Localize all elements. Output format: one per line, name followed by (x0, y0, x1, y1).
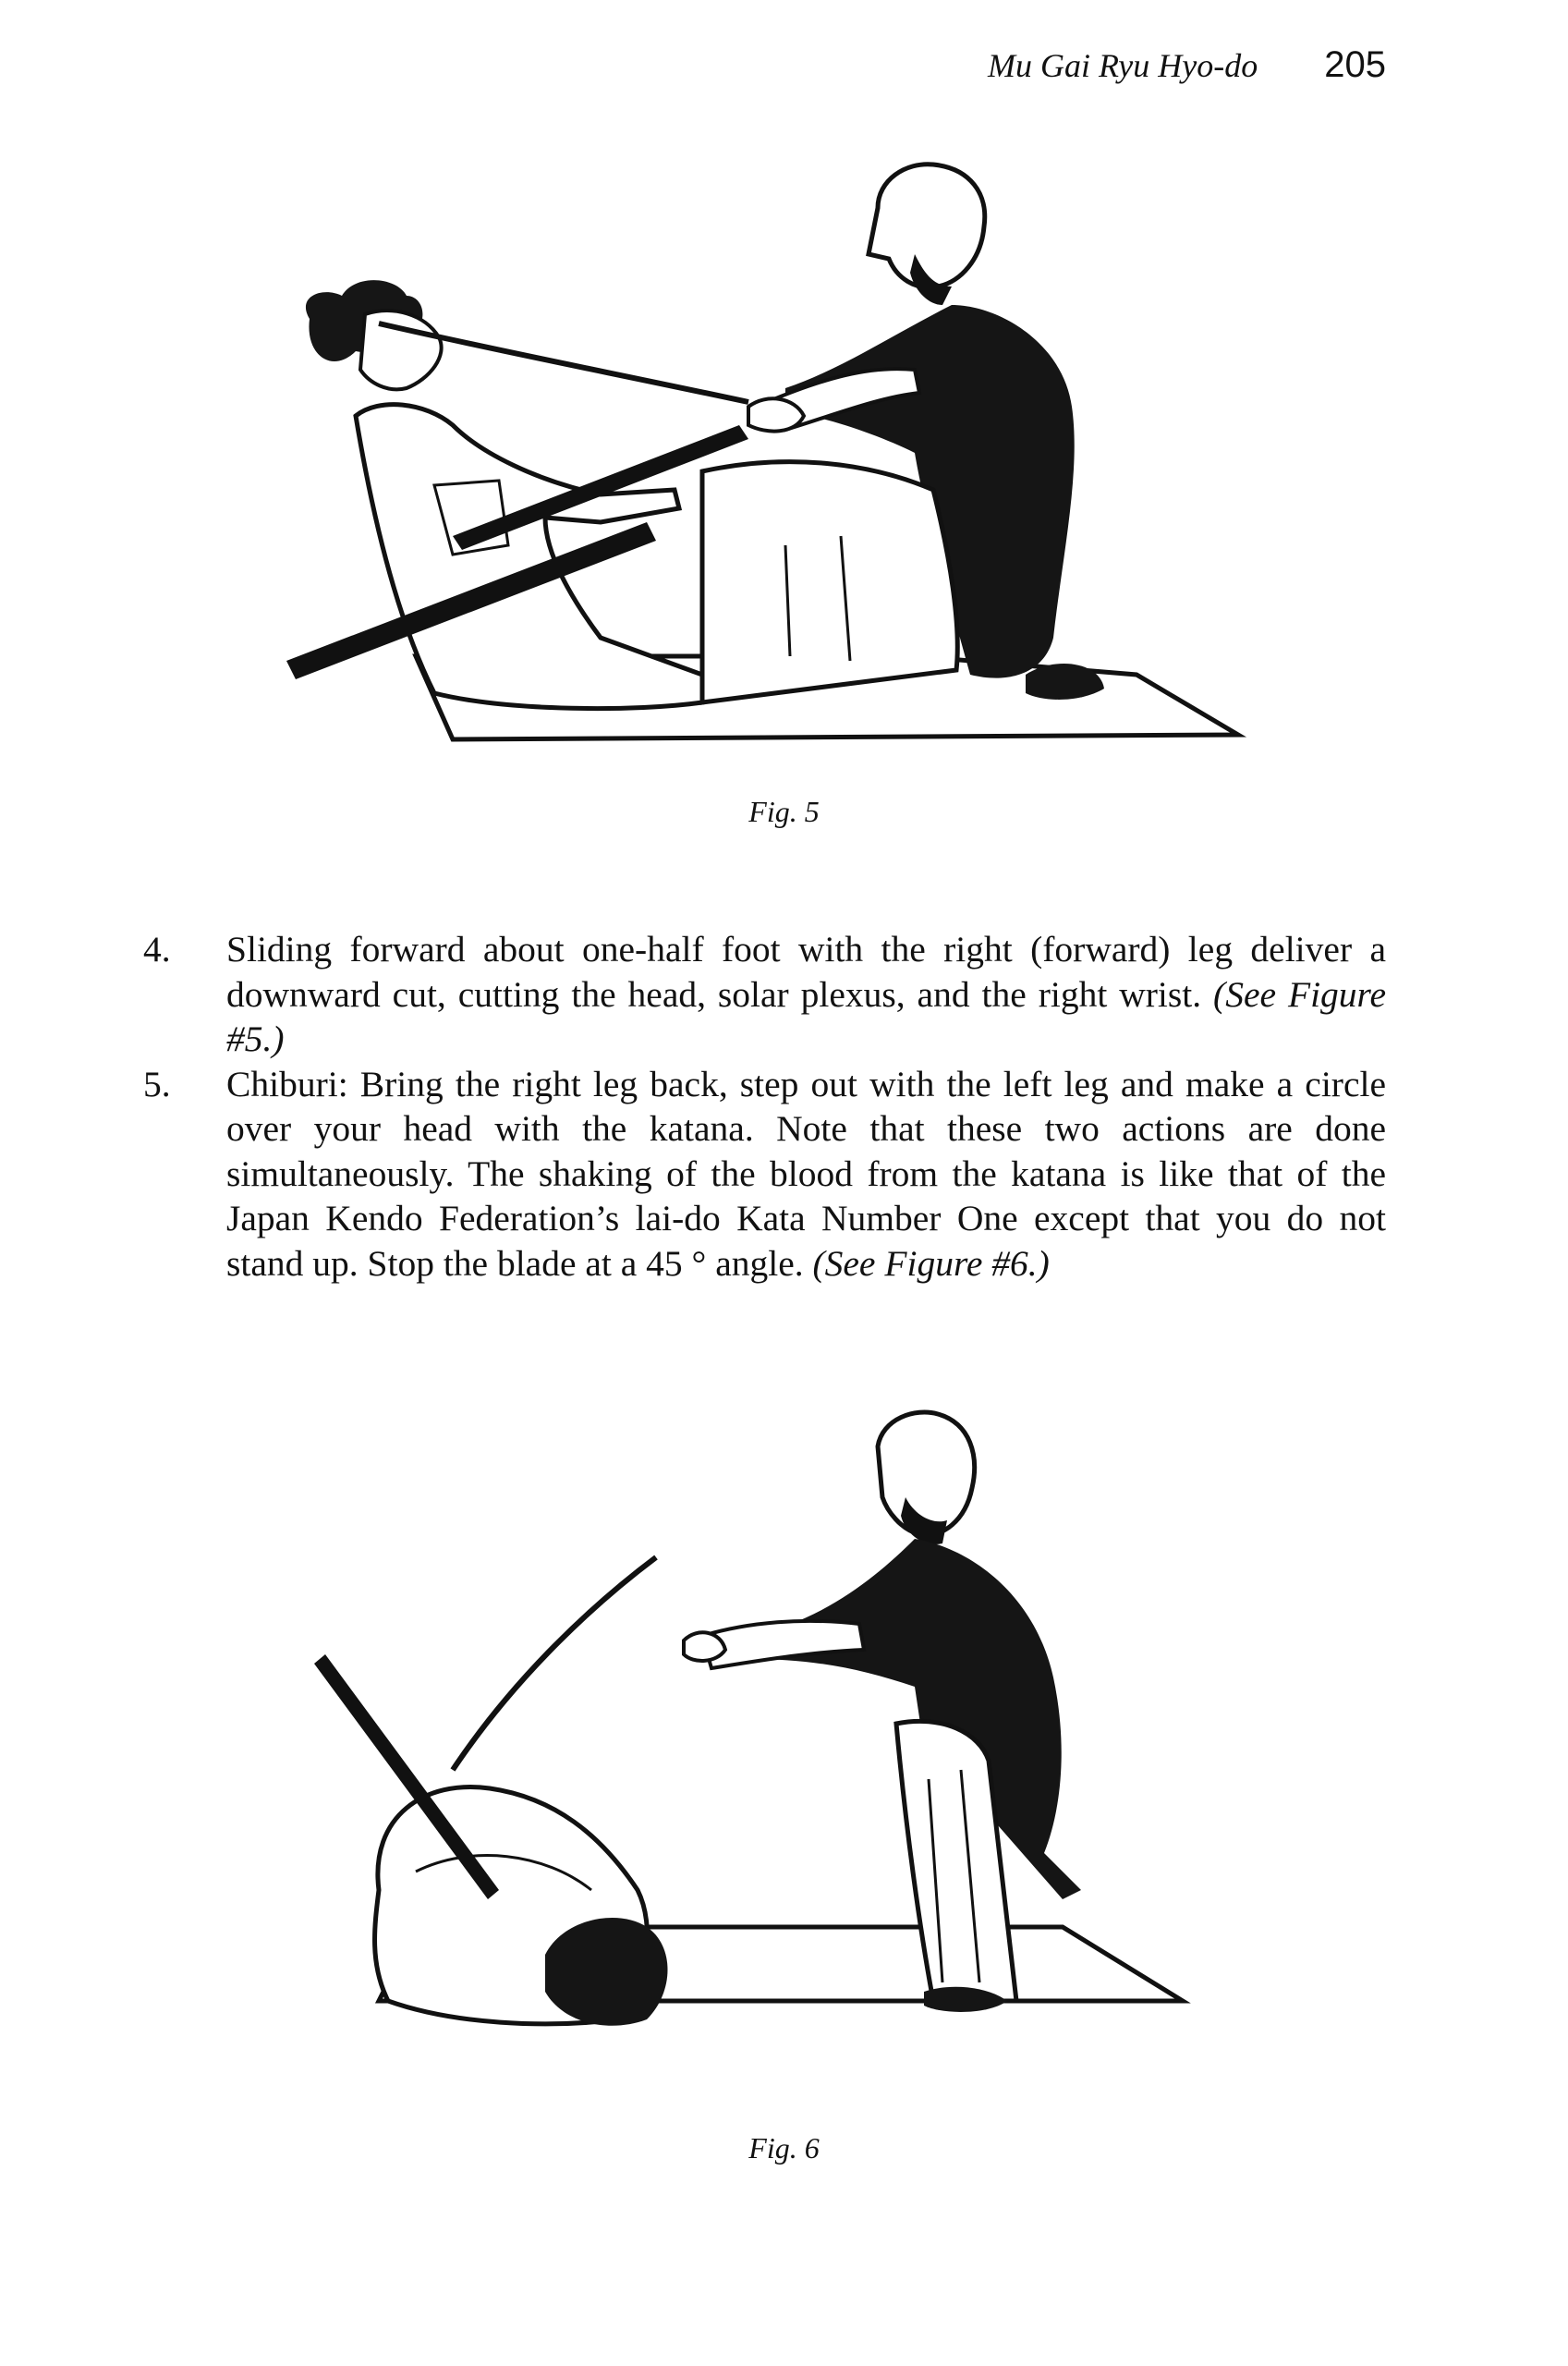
step-text: Chiburi: Bring the right leg back, step out with the left leg and make a circle over your head with the katana. Note that these two actions are done simultaneously. The shaking of the blood from the katana is like that of the Japan Kendo Federation’s lai-do Kata Number One except that you do not stand up. Stop the blade at a 45 ° angle. (226, 1063, 1386, 1284)
left-figure-face (360, 311, 442, 389)
right-figure-head (869, 165, 985, 287)
right-figure-hands (748, 398, 804, 431)
step-body (226, 1062, 1386, 1287)
standing-figure-head (878, 1412, 975, 1535)
right-figure-hakama (702, 462, 957, 702)
running-head-title: Mu Gai Ryu Hyo-do (987, 47, 1258, 84)
figure-6-caption: Fig. 6 (748, 2131, 820, 2165)
figure-5-illustration (268, 157, 1303, 767)
step-item (143, 1062, 1386, 1287)
running-head (0, 44, 1386, 86)
katana-blade (453, 1557, 656, 1770)
figure-6-drawing (268, 1409, 1303, 2047)
figure-reference: (See Figure #6.) (812, 1242, 1050, 1284)
figure-6-illustration (268, 1409, 1303, 2047)
figure-reference: (See Figure #5.) (226, 973, 1386, 1059)
step-body (226, 927, 1386, 1062)
page-number: 205 (1324, 44, 1386, 85)
figure-5-drawing (268, 157, 1303, 767)
step-number: 4. (143, 929, 171, 970)
steps-list (143, 927, 1386, 1286)
fallen-figure-hair (545, 1918, 668, 2026)
step-number: 5. (143, 1063, 171, 1104)
figure-5-caption: Fig. 5 (748, 795, 820, 828)
step-item (143, 927, 1386, 1062)
left-figure-robe (356, 405, 702, 709)
standing-figure-hand (684, 1632, 725, 1661)
step-text: Sliding forward about one-half foot with the right (forward) leg deliver a downward cut, cutting the head, solar plexus, and the right wrist. (226, 929, 1386, 1015)
